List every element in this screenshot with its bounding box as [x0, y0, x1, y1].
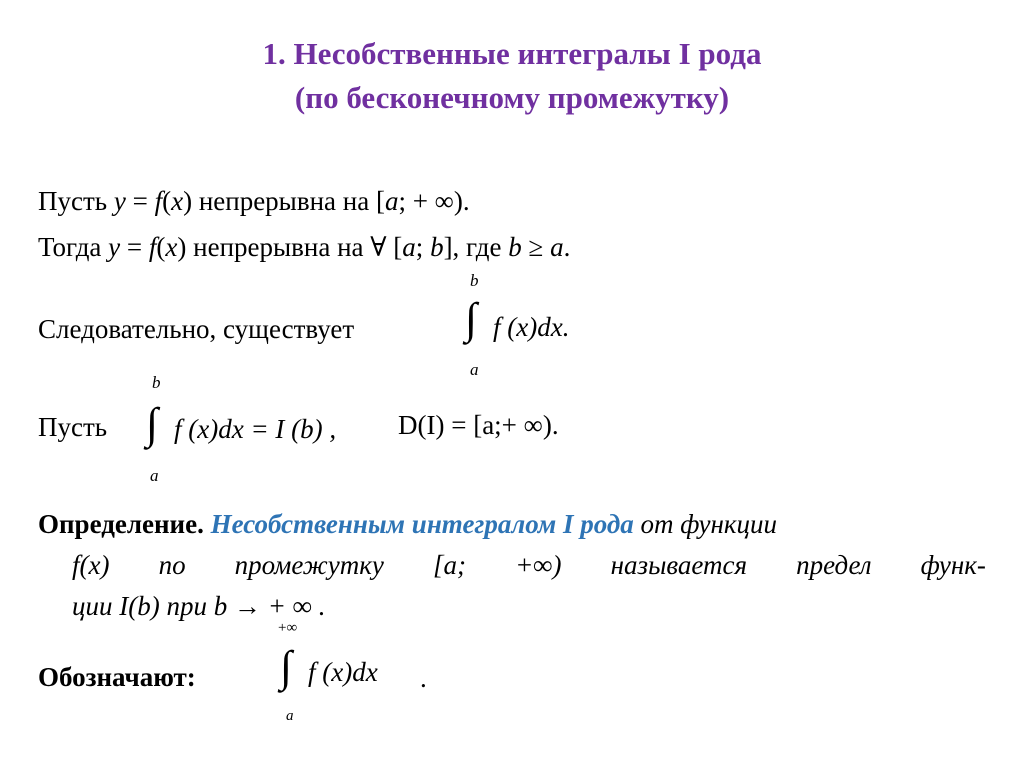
definition-label: Определение. — [38, 509, 204, 539]
statement-3-text: Следовательно, существует — [38, 314, 355, 344]
statement-1: Пусть y = f(x) непрерывна на [a; + ∞). — [38, 186, 470, 216]
integral-upper-limit: +∞ — [278, 620, 298, 636]
title-line-2: (по бесконечному промежутку) — [294, 80, 730, 115]
statement-2: Тогда y = f(x) непрерывна на ∀ [a; b], где b ≥ a. — [38, 232, 571, 262]
integrand: f (x)dx. — [493, 312, 570, 342]
definition-line-1 — [38, 504, 986, 545]
integral-upper-limit: b — [152, 373, 161, 392]
title-line-1: 1. Несобственные интегралы I рода — [262, 36, 762, 71]
integral-sign: ∫ — [146, 399, 159, 448]
integrand: f (x)dx — [308, 657, 378, 687]
definition-block — [38, 504, 986, 627]
integral-upper-limit: b — [470, 271, 479, 290]
integral-lower-limit: a — [150, 466, 159, 485]
domain-formula: D(I) = [a;+ ∞). — [398, 410, 559, 440]
statement-4-text: Пусть — [38, 412, 108, 442]
notation-dot: . — [420, 663, 427, 693]
definition-term: Несобственным интегралом I рода — [210, 509, 634, 539]
integral-sign: ∫ — [465, 294, 478, 343]
definition-line-2: f(x) по промежутку [a; +∞) называется предел функ- — [72, 550, 986, 580]
page-title — [0, 32, 1024, 120]
definition-rest: от функции — [633, 509, 778, 539]
integral-formula: f (x)dx = I (b) , — [174, 414, 337, 444]
definition-line-3: ции I(b) при b → + ∞ . — [72, 591, 326, 621]
integral-lower-limit: a — [470, 360, 479, 379]
integral-sign: ∫ — [280, 642, 293, 691]
integral-lower-limit: a — [286, 708, 294, 724]
notation-label: Обозначают: — [38, 662, 196, 692]
